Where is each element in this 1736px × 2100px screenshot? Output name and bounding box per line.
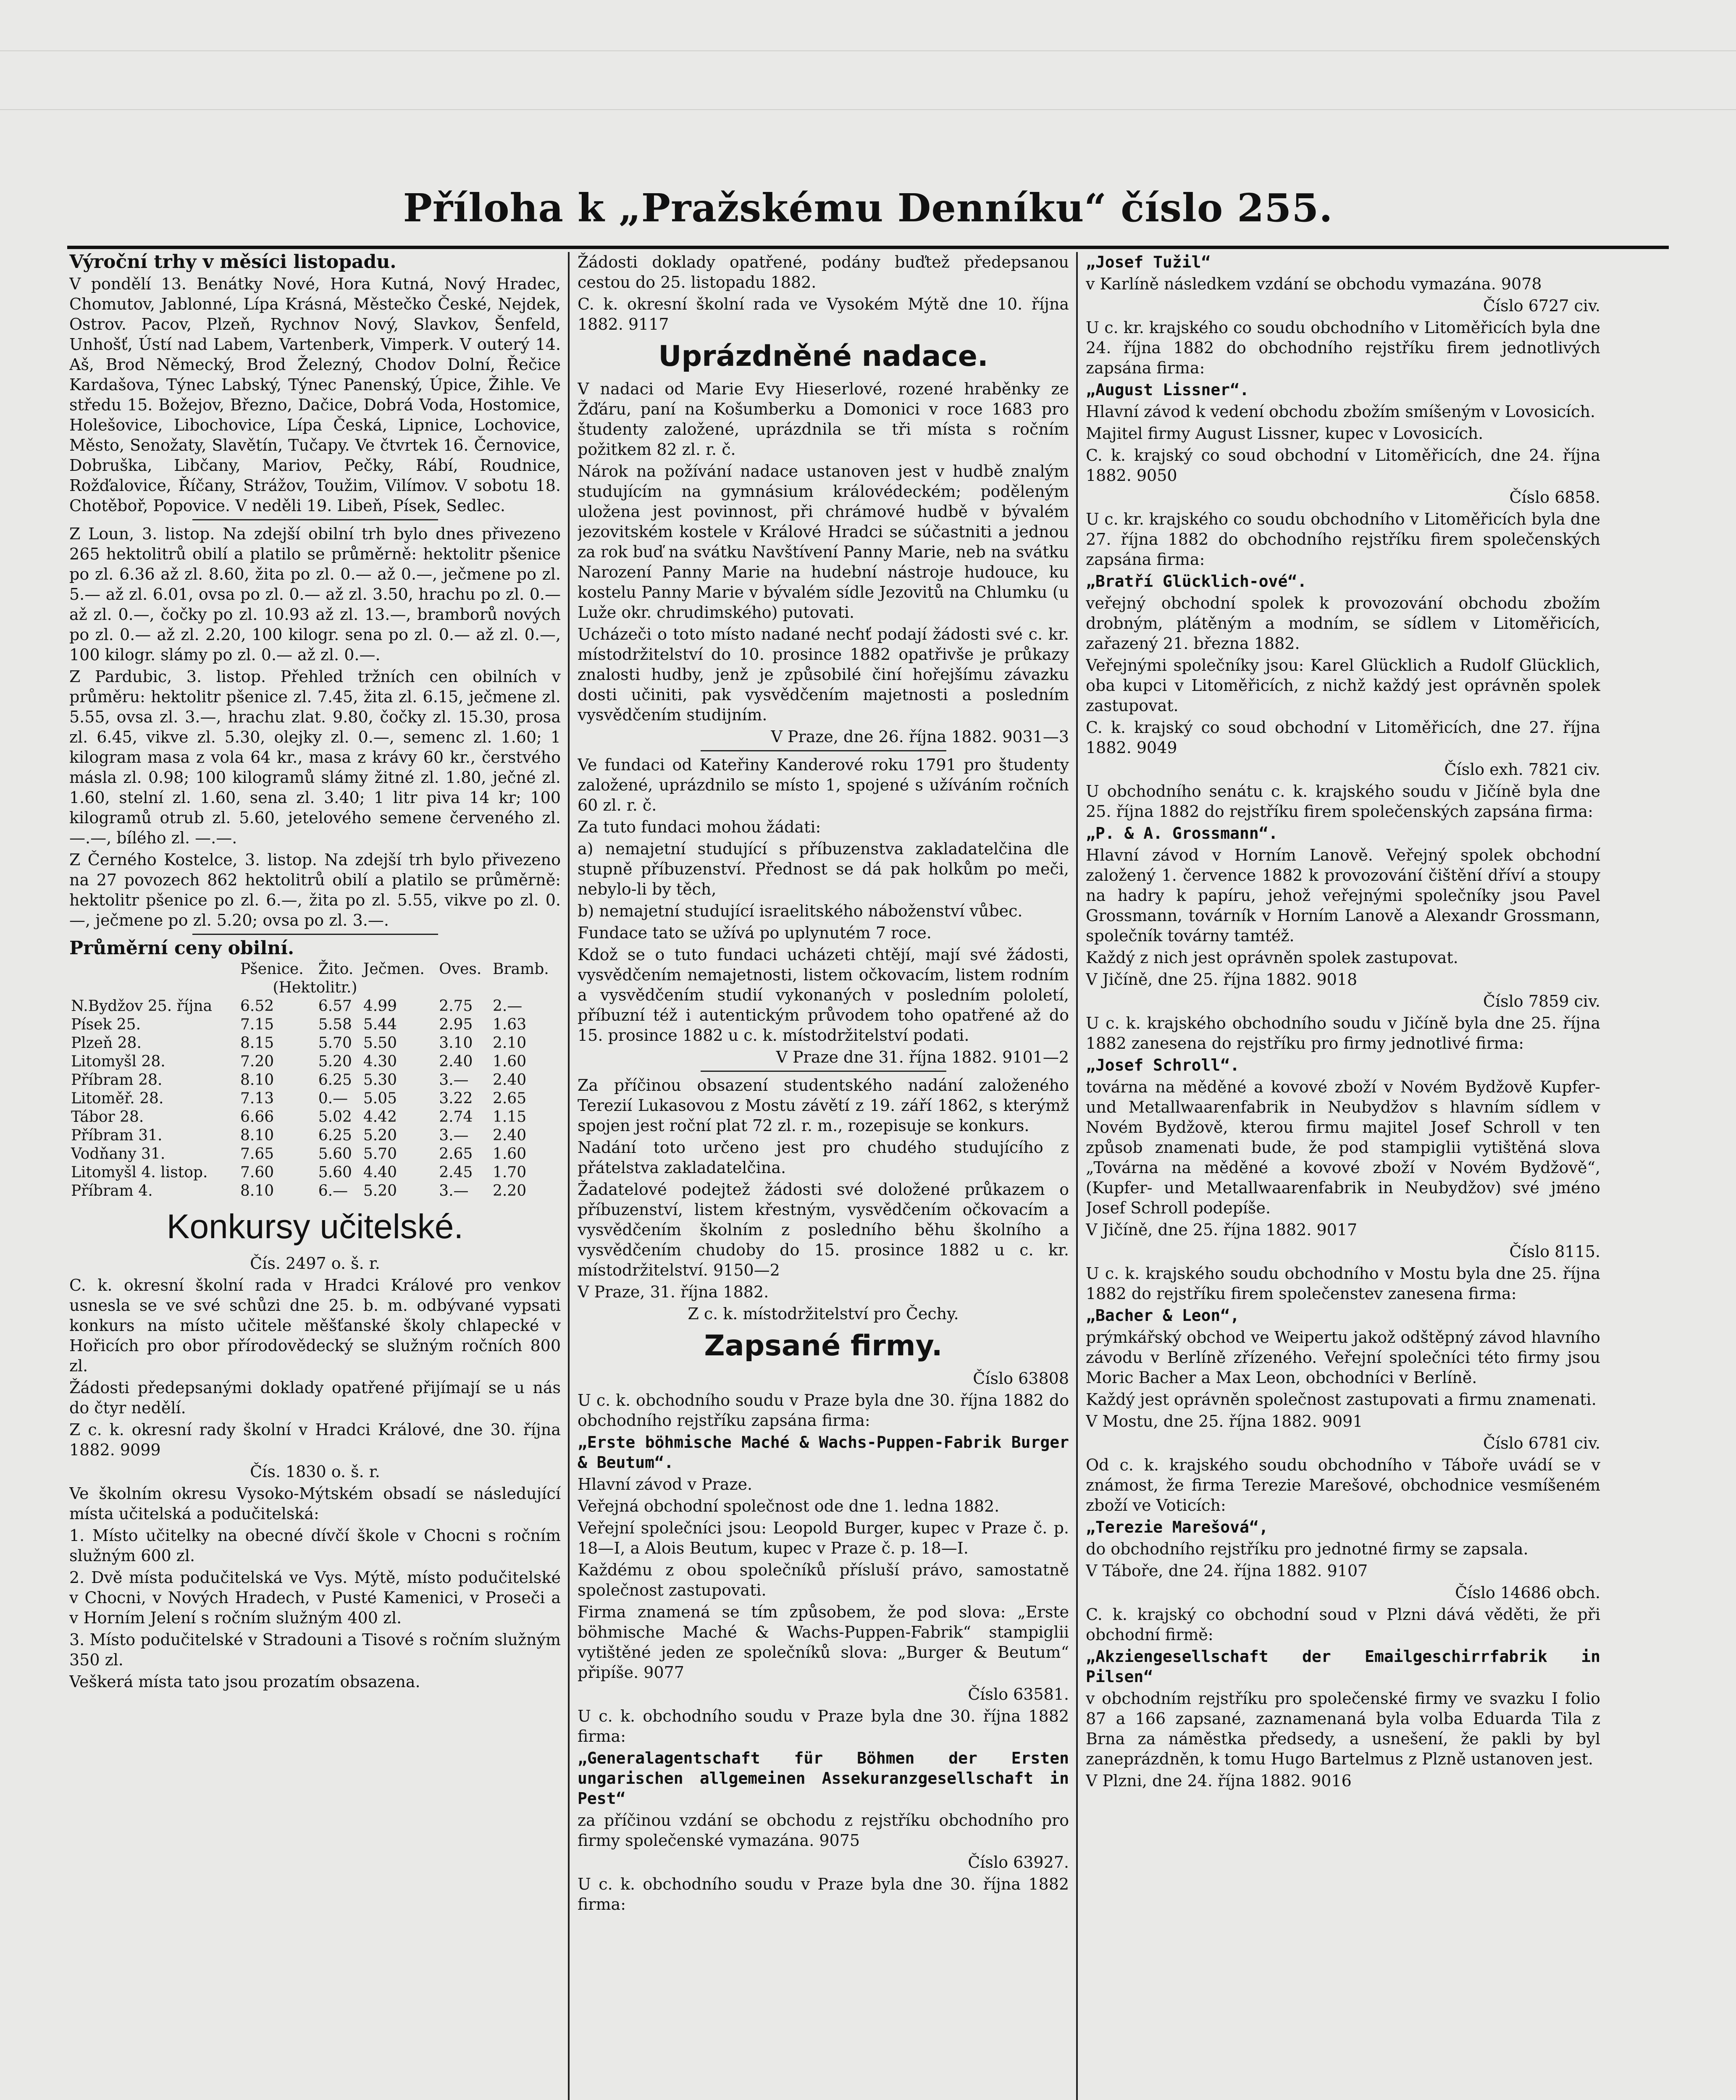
- firm-name: „Josef Tužil“: [1086, 253, 1211, 271]
- paragraph: C. k. krajský co soud obchodní v Litoměřicích, dne 24. října 1882. 9050: [1086, 446, 1600, 485]
- doc-number: Číslo 6781 civ.: [1483, 1434, 1600, 1452]
- paragraph: továrna na měděné a kovové zboží v Novém Bydžově Kupfer- und Metallwaarenfabrik in Neubydžov s hlavním sídlem v Novém Bydžově, kterou firmu majitel Josef Schroll v ten způsob znamenati bude, že pod stampiglii vytištěná slova „Továrna na měděné a kovové zboží v Novém Bydžově“, (Kupfer- und Metallwaarenfabrik in Neubydžov) své jméno Josef Schroll podepíše.: [1086, 1078, 1600, 1217]
- firm-name: „Akziengesellschaft der Emailgeschirrfabrik in Pilsen“: [1086, 1647, 1600, 1686]
- table-row: [69, 1053, 561, 1071]
- table-row: [69, 1126, 561, 1145]
- table-cell: Litoměř. 28.: [71, 1090, 164, 1107]
- paragraph: C. k. okresní školní rada ve Vysokém Mýtě dne 10. října 1882. 9117: [578, 295, 1069, 333]
- firm-name: „Terezie Marešová“,: [1086, 1518, 1269, 1536]
- prices-body: [69, 997, 561, 1200]
- paragraph: Veškerá místa tato jsou prozatím obsazena.: [69, 1672, 420, 1691]
- section-title-nadace: Uprázdněné nadace.: [658, 340, 988, 373]
- paragraph: V Jičíně, dne 25. října 1882. 9017: [1086, 1221, 1358, 1239]
- paragraph: U c. k. obchodního soudu v Praze byla dne 30. října 1882 do obchodního rejstříku zapsána firma:: [578, 1391, 1069, 1430]
- paragraph: Veřejnými společníky jsou: Karel Glücklich a Rudolf Glücklich, oba kupci v Litoměřicích, z nichž každý jest oprávněn spolek zastupovat.: [1086, 656, 1600, 715]
- table-cell: 7.65: [240, 1145, 274, 1163]
- paragraph: veřejný obchodní spolek k provozování obchodu zbožím drobným, plátěným a modním, se sídlem v Litoměřicích, zařazený 21. března 1882.: [1086, 594, 1600, 653]
- paragraph: Za příčinou obsazení studentského nadání založeného Terezií Lukasovou z Mostu závětí z 19. září 1862, s kterýmž spojen jest roční plat 72 zl. r. m., rozepisuje se konkurs.: [578, 1076, 1069, 1135]
- table-cell: 2.10: [492, 1034, 527, 1052]
- table-cell: Příbram 31.: [71, 1127, 163, 1144]
- paragraph: Každému z obou společníků přísluší právo, samostatně společnost zastupovati.: [578, 1561, 1069, 1599]
- table-cell: 7.20: [240, 1053, 274, 1070]
- table-cell: Plzeň 28.: [71, 1034, 142, 1052]
- paragraph: Kdož se o tuto fundaci ucházeti chtějí, mají své žádosti, vysvědčením nemajetnosti, listem očkovacím, listem rodním a vysvědčením studií vykonaných v posledním pololetí, příbuzní též i autentickým průvodem toho opatřené až do 15. prosince 1882 u c. k. místodržitelství podati.: [578, 945, 1069, 1045]
- table-row: [69, 1089, 561, 1108]
- table-header-cell: Žito.: [318, 961, 354, 978]
- table-cell: 4.42: [363, 1108, 397, 1126]
- paragraph: Žadatelové podejtež žádosti své doložené průkazem o příbuzenství, listem křestným, vysvědčením očkovacím a vysvědčením školním z posledního běhu školního a vysvědčením chudoby do 15. prosince 1882 u c. kr. místodržitelství. 9150—2: [578, 1180, 1069, 1279]
- column-left: [69, 252, 561, 2100]
- column-divider: [568, 252, 570, 2100]
- header-rule: [67, 246, 1669, 249]
- table-cell: 2.20: [492, 1182, 527, 1200]
- table-cell: 6.66: [240, 1108, 274, 1126]
- table-cell: Litomyšl 28.: [71, 1053, 165, 1070]
- paragraph: C. k. okresní školní rada v Hradci Králové pro venkov usnesla se ve své schůzi dne 25. b. m. odbývané vypsati konkurs na místo učitele měšťanské školy chlapecké v Hořicích pro obor přírodovědecký se služným ročních 800 zl.: [69, 1276, 561, 1375]
- table-cell: 2.40: [492, 1127, 527, 1144]
- table-cell: 1.63: [492, 1016, 527, 1033]
- paragraph: za příčinou vzdání se obchodu z rejstříku obchodního pro firmy společenské vymazána. 9075: [578, 1811, 1069, 1850]
- prices-table: [69, 960, 561, 1200]
- table-cell: 5.30: [363, 1071, 397, 1089]
- paragraph: v obchodním rejstříku pro společenské firmy ve svazku I folio 87 a 166 zapsané, zaznamenaná byla volba Eduarda Tila z Brna za náměstka předsedy, a usnešení, že pakli by byl zaneprázdněn, k tomu Hugo Bartelmus z Plzně ustanoven jest.: [1086, 1689, 1600, 1768]
- table-cell: 5.70: [318, 1034, 352, 1052]
- paragraph: U obchodního senátu c. k. krajského soudu v Jičíně byla dne 25. října 1882 do rejstříku firem společenských zapsána firma:: [1086, 782, 1600, 821]
- divider: [701, 750, 946, 751]
- table-cell: 8.10: [240, 1127, 274, 1144]
- paragraph: V nadaci od Marie Evy Hieserlové, rozené hraběnky ze Žďáru, paní na Košumberku a Domonici v roce 1683 pro študenty založené, uprázdnila se tři místa s ročním požitkem 82 zl. r. č.: [578, 380, 1069, 459]
- paragraph: Z c. k. místodržitelství pro Čechy.: [688, 1305, 959, 1323]
- paragraph: U c. k. krajského soudu obchodního v Mostu byla dne 25. října 1882 do rejstříku firem společenstev zanesena firma:: [1086, 1264, 1600, 1303]
- report-kostelec: Z Černého Kostelce, 3. listop. Na zdejší trh bylo přivezeno na 27 povozech 862 hektolitrů obilí a platilo se průměrně: hektolitr pšenice po zl. 6.—, žita po zl. 5.55, vikve po zl. 0.—, ječmene po zl. 5.20; ovsa po zl. 3.—.: [69, 850, 561, 929]
- table-cell: 1.70: [492, 1164, 527, 1181]
- paragraph: V Mostu, dne 25. října 1882. 9091: [1086, 1412, 1363, 1431]
- market-title: Výroční trhy v měsíci listopadu.: [69, 252, 397, 273]
- table-cell: 2.65: [492, 1090, 527, 1107]
- table-cell: 2.40: [439, 1053, 473, 1070]
- table-header-cell: [69, 960, 239, 979]
- column-right: [1086, 252, 1600, 2100]
- firm-name: „Erste böhmische Maché & Wachs-Puppen-Fabrik Burger & Beutum“.: [578, 1433, 1069, 1472]
- table-cell: 2.40: [492, 1071, 527, 1089]
- column-middle: [578, 252, 1069, 2100]
- paragraph: U c. k. obchodního soudu v Praze byla dne 30. října 1882 firma:: [578, 1875, 1069, 1914]
- paragraph: U c. k. krajského obchodního soudu v Jičíně byla dne 25. října 1882 zanesena do rejstříku pro firmy jednotlivé firma:: [1086, 1014, 1600, 1053]
- paragraph: Žádosti předepsanými doklady opatřené přijímají se u nás do čtyr nedělí.: [69, 1378, 561, 1417]
- paragraph: V Táboře, dne 24. října 1882. 9107: [1086, 1562, 1368, 1580]
- table-cell: 4.30: [363, 1053, 397, 1070]
- paragraph: Za tuto fundaci mohou žádati:: [578, 818, 821, 836]
- table-cell: 5.02: [318, 1108, 352, 1126]
- paragraph: Nárok na požívání nadace ustanoven jest v hudbě znalým studujícím na gymnásium královédeckém; poděleným uložena jest povinnost, při chrámové hudbě v bývalém jezovitském kostele v Králové Hradci se súčastniti a jednou za rok buď na svátku Navštívení Panny Marie, neb na svátku Narození Panny Marie na hudební nástroje hudouce, ku kostelu Panny Marie v bývalém sídle Jezovitů na Chlumku (u Luže okr. chrudimského) putovati.: [578, 462, 1069, 622]
- table-cell: 5.05: [363, 1090, 397, 1107]
- table-cell: 2.—: [492, 998, 523, 1015]
- section-title-konkursy: Konkursy učitelské.: [166, 1208, 464, 1246]
- paragraph: U c. k. obchodního soudu v Praze byla dne 30. října 1882 firma:: [578, 1707, 1069, 1746]
- table-cell: 8.10: [240, 1182, 274, 1200]
- table-header-cell: Oves.: [439, 961, 482, 978]
- market-text: V pondělí 13. Benátky Nové, Hora Kutná, Nový Hradec, Chomutov, Jablonné, Lípa Krásná, Městečko České, Nejdek, Ostrov. Pacov, Plzeň, Rychnov Nový, Slavkov, Šenfeld, Unhošť, Ústí nad Labem, Vartenberk, Vimperk. V outerý 14. Aš, Brod Německý, Brod Železný, Chodov Dolní, Řečice Kardašova, Týnec Labský, Týnec Panenský, Úpice, Žihle. Ve středu 15. Božejov, Březno, Dačice, Dobrá Voda, Hostomice, Holešovice, Libochovice, Lípa Česká, Lipnice, Lochovice, Město, Senožaty, Slavětín, Tučapy. Ve čtvrtek 16. Černovice, Dobruška, Libčany, Mariov, Pečky, Rábí, Roudnice, Rožďalovice, Říčany, Strážov, Toužim, Vilímov. V sobotu 18. Chotěboř, Popovice. V neděli 19. Libeň, Písek, Sedlec.: [69, 275, 561, 515]
- table-cell: 2.45: [439, 1164, 473, 1181]
- table-cell: 1.15: [492, 1108, 527, 1126]
- paragraph: do obchodního rejstříku pro jednotné firmy se zapsala.: [1086, 1540, 1529, 1558]
- table-cell: 6.—: [318, 1182, 348, 1200]
- doc-number: Číslo 63808: [973, 1369, 1069, 1388]
- table-cell: 5.60: [318, 1164, 352, 1181]
- paragraph: Ve školním okresu Vysoko-Mýtském obsadí se následující místa učitelská a podučitelská:: [69, 1484, 561, 1523]
- table-cell: 8.10: [240, 1071, 274, 1089]
- table-cell: Písek 25.: [71, 1016, 141, 1033]
- table-cell: 4.99: [363, 998, 397, 1015]
- table-cell: Litomyšl 4. listop.: [71, 1164, 208, 1181]
- paragraph: Nadání toto určeno jest pro chudého studujícího z přátelstva zakladatelčina.: [578, 1138, 1069, 1177]
- table-cell: Příbram 4.: [71, 1182, 153, 1200]
- report-loun: Z Loun, 3. listop. Na zdejší obilní trh bylo dnes přivezeno 265 hektolitrů obilí a platilo se průměrně: hektolitr pšenice po zl. 6.36 až zl. 8.60, žita po zl. 0.— až 0.—, ječmene po zl. 5.— až zl. 6.01, ovsa po zl. 0.— až zl. 3.50, hrachu po zl. 0.— až zl. 0.—, čočky po zl. 10.93 až zl. 13.—, bramborů nových po zl. 0.— až zl. 2.20, 100 kilogr. sena po zl. 0.— až zl. 0.—, 100 kilogr. slámy po zl. 0.— až zl. 0.—.: [69, 525, 561, 664]
- paragraph: Každý z nich jest oprávněn spolek zastupovat.: [1086, 948, 1458, 967]
- table-header-cell: Bramb.: [492, 961, 549, 978]
- paragraph: 1. Místo učitelky na obecné dívčí škole v Chocni s ročním služným 600 zl.: [69, 1526, 561, 1565]
- paragraph: Ve fundaci od Kateřiny Kanderové roku 1791 pro študenty založené, uprázdnilo se místo 1, spojené s užíváním ročních 60 zl. r. č.: [578, 756, 1069, 814]
- paragraph: V Praze dne 31. října 1882. 9101—2: [776, 1048, 1069, 1066]
- paragraph: V Jičíně, dne 25. října 1882. 9018: [1086, 970, 1358, 989]
- firm-name: „Bacher & Leon“,: [1086, 1306, 1240, 1325]
- table-cell: 2.95: [439, 1016, 473, 1033]
- paragraph: a) nemajetní studující s příbuzenstva zakladatelčina dle stupně příbuzenství. Přednost se dá pak holkům po meči, nebylo-li by těch,: [578, 840, 1069, 898]
- table-unit: (Hektolitr.): [273, 979, 357, 996]
- paragraph: C. k. krajský co soud obchodní v Litoměřicích, dne 27. října 1882. 9049: [1086, 718, 1600, 757]
- doc-number: Číslo 63927.: [968, 1853, 1069, 1872]
- table-cell: 4.40: [363, 1164, 397, 1181]
- table-cell: 2.74: [439, 1108, 473, 1126]
- column-divider: [1076, 252, 1078, 2100]
- table-cell: 6.52: [240, 998, 274, 1015]
- divider: [701, 1071, 946, 1072]
- table-cell: 2.65: [439, 1145, 473, 1163]
- doc-number: Číslo 8115.: [1509, 1242, 1600, 1261]
- table-cell: 5.44: [363, 1016, 397, 1033]
- paragraph: Každý jest oprávněn společnost zastupovati a firmu znamenati.: [1086, 1390, 1597, 1409]
- paragraph: 2. Dvě místa podučitelská ve Vys. Mýtě, místo podučitelské v Chocni, v Nových Hradech, v Pusté Kamenici, v Proseči a v Horním Jelení s ročním služným 400 zl.: [69, 1568, 561, 1627]
- paragraph: U c. kr. krajského co soudu obchodního v Litoměřicích byla dne 24. října 1882 do obchodního rejstříku firem jednotlivých zapsána firma:: [1086, 318, 1600, 377]
- table-cell: Tábor 28.: [71, 1108, 144, 1126]
- report-pardubice: Z Pardubic, 3. listop. Přehled tržních cen obilních v průměru: hektolitr pšenice zl. 7.45, žita zl. 6.15, ječmene zl. 5.55, ovsa zl. 3.—, hrachu zlat. 9.80, čočky zl. 15.30, prosa zl. 6.45, vikve zl. 5.30, olejky zl. 0.—, semenc zl. 1.60; 1 kilogram masa z vola 64 kr., masa z krávy 60 kr., čerstvého másla zl. 0.98; 100 kilogramů slámy žitné zl. 1.80, ječné zl. 1.60, stelní zl. 1.60, sena zl. 3.40; 1 litr piva 14 kr; 100 kilogramů otrub zl. 5.60, jetelového semene červeného zl. —.—, bílého zl. —.—.: [69, 667, 561, 847]
- table-cell: 6.25: [318, 1071, 352, 1089]
- paragraph: prýmkářský obchod ve Weipertu jakož odštěpný závod hlavního závodu v Berlíně zřízeného. Veřejní společníci této firmy jsou Moric Bacher a Max Leon, obchodníci v Berlíně.: [1086, 1328, 1600, 1387]
- paragraph: 3. Místo podučitelské v Stradouni a Tisové s ročním služným 350 zl.: [69, 1630, 561, 1669]
- table-cell: 3.—: [439, 1127, 469, 1144]
- firm-name: „Josef Schroll“.: [1086, 1056, 1240, 1074]
- table-cell: 7.60: [240, 1164, 274, 1181]
- page-header: [67, 176, 1669, 239]
- table-cell: 6.25: [318, 1127, 352, 1144]
- paragraph: V Plzni, dne 24. října 1882. 9016: [1086, 1772, 1352, 1790]
- paragraph: Hlavní závod v Horním Lanově. Veřejný spolek obchodní založený 1. července 1882 k provozování čištění dříví a stoupy na hadry k papíru, jehož veřejnými společníky jsou Pavel Grossmann, továrník v Horním Lanově a Alexandr Grossmann, společník továrny tamtéž.: [1086, 846, 1600, 945]
- doc-number: Číslo 6727 civ.: [1483, 297, 1600, 315]
- doc-number: Číslo 14686 obch.: [1455, 1583, 1600, 1602]
- firm-name: „August Lissner“.: [1086, 381, 1249, 399]
- table-cell: 1.60: [492, 1145, 527, 1163]
- table-row: [69, 997, 561, 1016]
- paragraph: V Praze, 31. října 1882.: [578, 1283, 769, 1301]
- paragraph: Od c. k. krajského soudu obchodního v Táboře uvádí se v známost, že firma Terezie Marešové, obchodnice vesmíšeném zboží ve Voticích:: [1086, 1456, 1600, 1515]
- paragraph: v Karlíně následkem vzdání se obchodu vymazána. 9078: [1086, 275, 1542, 293]
- doc-number: Číslo 7859 civ.: [1483, 992, 1600, 1011]
- scan-artifact: [0, 50, 1736, 51]
- paragraph: Majitel firmy August Lissner, kupec v Lovosicích.: [1086, 424, 1484, 443]
- table-row: [69, 1145, 561, 1163]
- table-cell: 2.75: [439, 998, 473, 1015]
- table-cell: 6.57: [318, 998, 352, 1015]
- paragraph: U c. kr. krajského co soudu obchodního v Litoměřicích byla dne 27. října 1882 do obchodního rejstříku firem společenských zapsána firma:: [1086, 510, 1600, 569]
- paragraph: Z c. k. okresní rady školní v Hradci Králové, dne 30. října 1882. 9099: [69, 1420, 561, 1459]
- prices-title: Průměrní ceny obilní.: [69, 937, 294, 959]
- table-cell: 5.58: [318, 1016, 352, 1033]
- table-cell: 7.13: [240, 1090, 274, 1107]
- firm-name: „Bratří Glücklich-ové“.: [1086, 572, 1307, 591]
- doc-number: Číslo exh. 7821 civ.: [1444, 760, 1600, 779]
- firm-name: „Generalagentschaft für Böhmen der Ersten ungarischen allgemeinen Assekuranzgesellschaft in Pest“: [578, 1749, 1069, 1808]
- table-row: [69, 1108, 561, 1126]
- doc-number: Číslo 63581.: [968, 1685, 1069, 1704]
- table-cell: 1.60: [492, 1053, 527, 1070]
- firm-name: „P. & A. Grossmann“.: [1086, 824, 1278, 843]
- table-cell: Příbram 28.: [71, 1071, 163, 1089]
- table-header-cell: Ječmen.: [363, 961, 425, 978]
- table-cell: 7.15: [240, 1016, 274, 1033]
- table-row: [69, 1163, 561, 1182]
- paragraph: Žádosti doklady opatřené, podány buďtež předepsanou cestou do 25. listopadu 1882.: [578, 253, 1069, 291]
- table-cell: N.Bydžov 25. října: [71, 998, 213, 1015]
- paragraph: Hlavní závod k vedení obchodu zbožím smíšeným v Lovosicích.: [1086, 402, 1596, 421]
- paragraph: Firma znamená se tím způsobem, že pod slova: „Erste böhmische Maché & Wachs-Puppen-Fabrik“ stampiglii vytištěné jeden ze společníků slova: „Burger & Beutum“ připíše. 9077: [578, 1603, 1069, 1682]
- paragraph: b) nemajetní studující israelitského náboženství vůbec.: [578, 902, 1023, 920]
- table-cell: Vodňany 31.: [71, 1145, 165, 1163]
- table-header-cell: Pšenice.: [240, 961, 304, 978]
- paragraph: V Praze, dne 26. října 1882. 9031—3: [771, 727, 1069, 746]
- table-cell: 0.—: [318, 1090, 348, 1107]
- table-cell: 3.10: [439, 1034, 473, 1052]
- table-cell: 5.20: [363, 1182, 397, 1200]
- table-cell: 5.50: [363, 1034, 397, 1052]
- table-row: [69, 1071, 561, 1089]
- table-header-row: [69, 960, 561, 979]
- paragraph: Fundace tato se užívá po uplynutém 7 roce.: [578, 924, 932, 942]
- table-cell: 8.15: [240, 1034, 274, 1052]
- paragraph: Veřejní společníci jsou: Leopold Burger, kupec v Praze č. p. 18—I, a Alois Beutum, kupec v Praze č. p. 18—I.: [578, 1519, 1069, 1557]
- table-cell: 5.60: [318, 1145, 352, 1163]
- section-title-firmy: Zapsané firmy.: [704, 1329, 943, 1362]
- paragraph: Hlavní závod v Praze.: [578, 1475, 753, 1494]
- paragraph: Ucházeči o toto místo nadané nechť podají žádosti své c. kr. místodržitelství do 10. prosince 1882 opatřivše je průkazy znalosti hudby, jenž je způsobilé činí hořejšímu závazku dosti učiniti, pak vysvědčením majetnosti a posledním vysvědčením studijním.: [578, 625, 1069, 724]
- table-cell: 5.20: [363, 1127, 397, 1144]
- paragraph: C. k. krajský co obchodní soud v Plzni dává věděti, že při obchodní firmě:: [1086, 1605, 1600, 1644]
- doc-number: Čís. 2497 o. š. r.: [250, 1254, 380, 1273]
- table-cell: 3.—: [439, 1182, 469, 1200]
- divider: [192, 934, 438, 935]
- table-cell: 5.20: [318, 1053, 352, 1070]
- table-cell: 5.70: [363, 1145, 397, 1163]
- table-cell: 3.22: [439, 1090, 473, 1107]
- table-row: [69, 1182, 561, 1200]
- divider: [192, 519, 438, 520]
- paragraph: Veřejná obchodní společnost ode dne 1. ledna 1882.: [578, 1497, 1000, 1515]
- doc-number: Čís. 1830 o. š. r.: [250, 1462, 380, 1481]
- table-row: [69, 1016, 561, 1034]
- table-cell: 3.—: [439, 1071, 469, 1089]
- table-row: [69, 1034, 561, 1053]
- page-title: Příloha k „Pražskému Denníku“ číslo 255.: [403, 185, 1333, 231]
- doc-number: Číslo 6858.: [1509, 488, 1600, 507]
- scan-artifact: [0, 109, 1736, 110]
